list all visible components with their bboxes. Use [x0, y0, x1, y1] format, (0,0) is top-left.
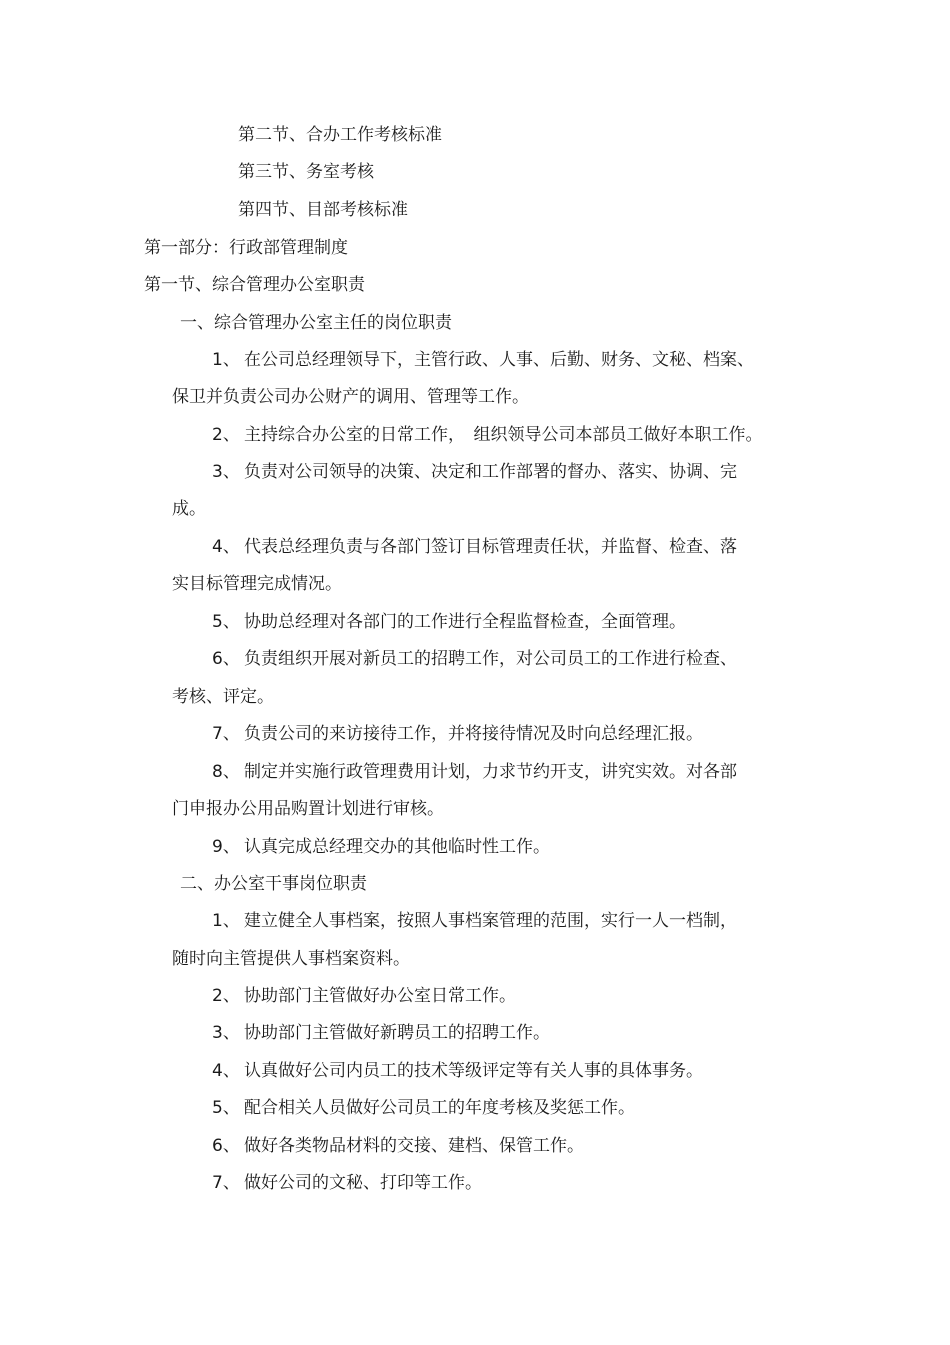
toc-entry: 第二节、合办工作考核标准: [238, 125, 442, 145]
duty-text: 协助部门主管做好新聘员工的招聘工作。: [244, 1023, 550, 1043]
duty-text: 做好公司的文秘、打印等工作。: [244, 1173, 482, 1193]
duty-number: 4、: [212, 1061, 240, 1081]
duty-number: 7、: [212, 1173, 240, 1193]
duty-text: 做好各类物品材料的交接、建档、保管工作。: [244, 1136, 584, 1156]
duty-number: 5、: [212, 612, 240, 632]
duty-number: 6、: [212, 1136, 240, 1156]
duty-number: 1、: [212, 911, 240, 931]
heading-director-duties: 一、综合管理办公室主任的岗位职责: [180, 313, 452, 333]
duty-number: 1、: [212, 350, 240, 370]
duty-number: 4、: [212, 537, 240, 557]
section-title: 第一节、综合管理办公室职责: [144, 275, 365, 295]
duty-number: 2、: [212, 425, 240, 445]
part-title: 第一部分：行政部管理制度: [144, 238, 348, 258]
duty-text: 负责公司的来访接待工作，并将接待情况及时向总经理汇报。: [244, 724, 703, 744]
duty-continuation: 实目标管理完成情况。: [172, 574, 342, 594]
duty-continuation: 随时向主管提供人事档案资料。: [172, 949, 410, 969]
duty-text: 协助总经理对各部门的工作进行全程监督检查，全面管理。: [244, 612, 686, 632]
duty-number: 6、: [212, 649, 240, 669]
duty-number: 3、: [212, 1023, 240, 1043]
duty-number: 2、: [212, 986, 240, 1006]
duty-number: 9、: [212, 837, 240, 857]
duty-text: 协助部门主管做好办公室日常工作。: [244, 986, 516, 1006]
duty-text: 认真完成总经理交办的其他临时性工作。: [244, 837, 550, 857]
duty-text: 配合相关人员做好公司员工的年度考核及奖惩工作。: [244, 1098, 635, 1118]
duty-text: 负责对公司领导的决策、决定和工作部署的督办、落实、协调、完: [244, 462, 737, 482]
duty-text: 在公司总经理领导下，主管行政、人事、后勤、财务、文秘、档案、: [244, 350, 754, 370]
duty-number: 8、: [212, 762, 240, 782]
duty-continuation: 保卫并负责公司办公财产的调用、管理等工作。: [172, 387, 529, 407]
duty-continuation: 成。: [172, 499, 206, 519]
duty-text: 制定并实施行政管理费用计划，力求节约开支，讲究实效。对各部: [244, 762, 737, 782]
duty-number: 5、: [212, 1098, 240, 1118]
duty-continuation: 门申报办公用品购置计划进行审核。: [172, 799, 444, 819]
duty-text: 建立健全人事档案，按照人事档案管理的范围，实行一人一档制，: [244, 911, 737, 931]
duty-number: 7、: [212, 724, 240, 744]
duty-number: 3、: [212, 462, 240, 482]
toc-entry: 第三节、务室考核: [238, 162, 374, 182]
toc-entry: 第四节、目部考核标准: [238, 200, 408, 220]
duty-text: 负责组织开展对新员工的招聘工作，对公司员工的工作进行检查、: [244, 649, 737, 669]
heading-clerk-duties: 二、办公室干事岗位职责: [180, 874, 367, 894]
duty-continuation: 考核、评定。: [172, 687, 274, 707]
duty-text: 代表总经理负责与各部门签订目标管理责任状，并监督、检查、落: [244, 537, 737, 557]
duty-text: 认真做好公司内员工的技术等级评定等有关人事的具体事务。: [244, 1061, 703, 1081]
duty-text: 主持综合办公室的日常工作， 组织领导公司本部员工做好本职工作。: [244, 425, 763, 445]
